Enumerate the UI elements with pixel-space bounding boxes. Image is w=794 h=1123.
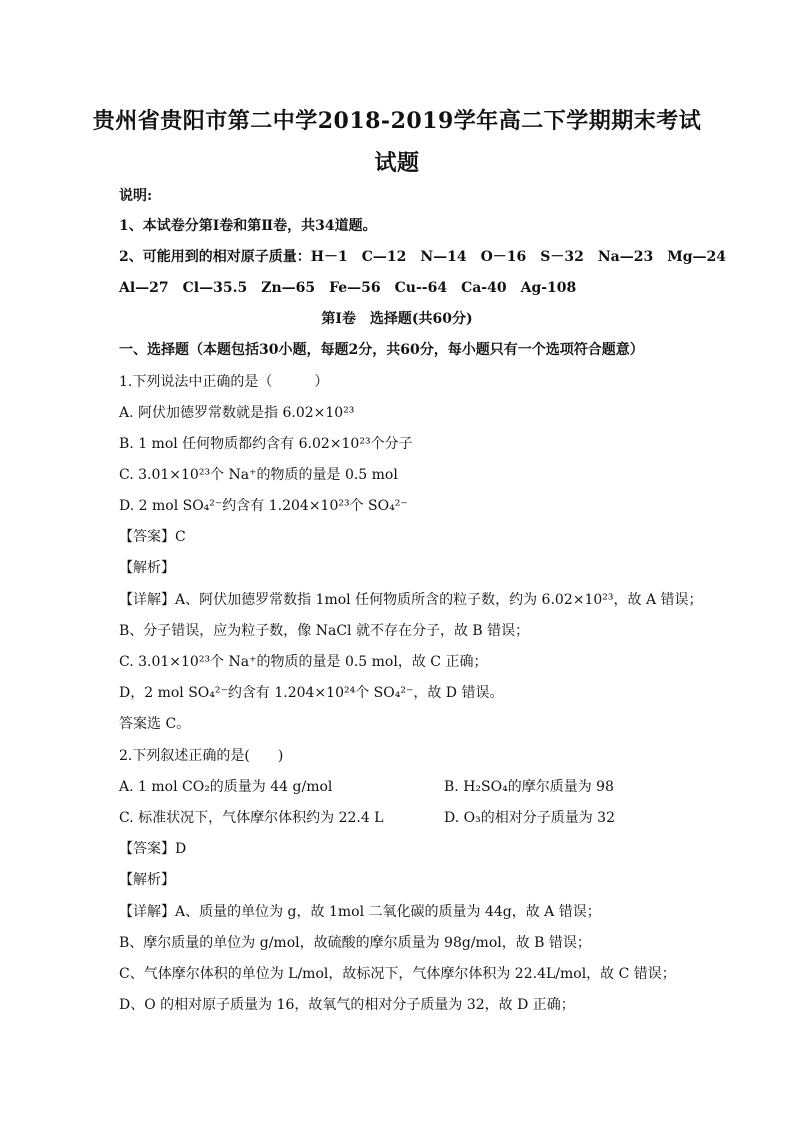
q2-explanation-3: C、气体摩尔体积的单位为 L/mol，故标况下，气体摩尔体积为 22.4L/mol，故 C 错误； <box>119 966 676 982</box>
q1-explanation-1: 【详解】A、阿伏加德罗常数指 1mol 任何物质所含的粒子数，约为 6.02×10²³，故 A 错误； <box>119 592 703 608</box>
q1-explanation-4: D，2 mol SO₄²⁻约含有 1.204×10²⁴个 SO₄²⁻，故 D 错误。 <box>119 685 504 701</box>
q2-explanation-1: 【详解】A、质量的单位为 g，故 1mol 二氧化碳的质量为 44g，故 A 错误； <box>119 904 601 920</box>
q1-explanation-3: C. 3.01×10²³个 Na⁺的物质的量是 0.5 mol，故 C 正确； <box>119 654 488 670</box>
q1-answer: 【答案】C <box>119 529 186 545</box>
q1-option-a: A. 阿伏加德罗常数就是指 6.02×10²³ <box>119 405 355 421</box>
q2-option-c: C. 标准状况下，气体摩尔体积约为 22.4 L <box>119 810 384 826</box>
note-item-2: 2、可能用到的相对原子质量：H－1 C—12 N—14 O－16 S－32 Na—23 Mg—24 <box>119 249 727 265</box>
q1-option-b: B. 1 mol 任何物质都约含有 6.02×10²³个分子 <box>119 436 413 452</box>
q1-stem: 1.下列说法中正确的是（ ） <box>119 374 329 390</box>
note-item-1: 1、本试卷分第Ⅰ卷和第Ⅱ卷，共34道题。 <box>119 218 377 234</box>
document-title: 贵州省贵阳市第二中学2018-2019学年高二下学期期末考试 <box>92 108 702 134</box>
q1-final-answer: 答案选 C。 <box>119 716 191 732</box>
q2-option-a: A. 1 mol CO₂的质量为 44 g/mol <box>119 779 333 795</box>
q1-explanation-2: B、分子错误，应为粒子数，像 NaCl 就不存在分子，故 B 错误； <box>119 623 530 639</box>
q2-option-d: D. O₃的相对分子质量为 32 <box>444 810 615 826</box>
document-title-line2: 试题 <box>374 150 420 176</box>
q2-analysis-heading: 【解析】 <box>119 872 175 888</box>
q2-explanation-4: D、O 的相对原子质量为 16，故氧气的相对分子质量为 32，故 D 正确； <box>119 997 575 1013</box>
q2-answer: 【答案】D <box>119 841 187 857</box>
note-item-2-continued: Al—27 Cl—35.5 Zn—65 Fe—56 Cu--64 Ca-40 Ag-108 <box>119 280 577 296</box>
q2-stem: 2.下列叙述正确的是( ) <box>119 748 284 764</box>
part1-title: 第Ⅰ卷 选择题(共60分) <box>321 311 473 327</box>
q1-option-c: C. 3.01×10²³个 Na⁺的物质的量是 0.5 mol <box>119 467 398 483</box>
q1-option-d: D. 2 mol SO₄²⁻约含有 1.204×10²³个 SO₄²⁻ <box>119 498 408 514</box>
q2-explanation-2: B、摩尔质量的单位为 g/mol，故硫酸的摩尔质量为 98g/mol，故 B 错误； <box>119 935 591 951</box>
q2-option-b: B. H₂SO₄的摩尔质量为 98 <box>444 779 614 795</box>
q1-analysis-heading: 【解析】 <box>119 560 175 576</box>
section-heading: 一、选择题（本题包括30小题，每题2分，共60分，每小题只有一个选项符合题意） <box>119 342 644 358</box>
notes-heading: 说明: <box>119 188 153 204</box>
